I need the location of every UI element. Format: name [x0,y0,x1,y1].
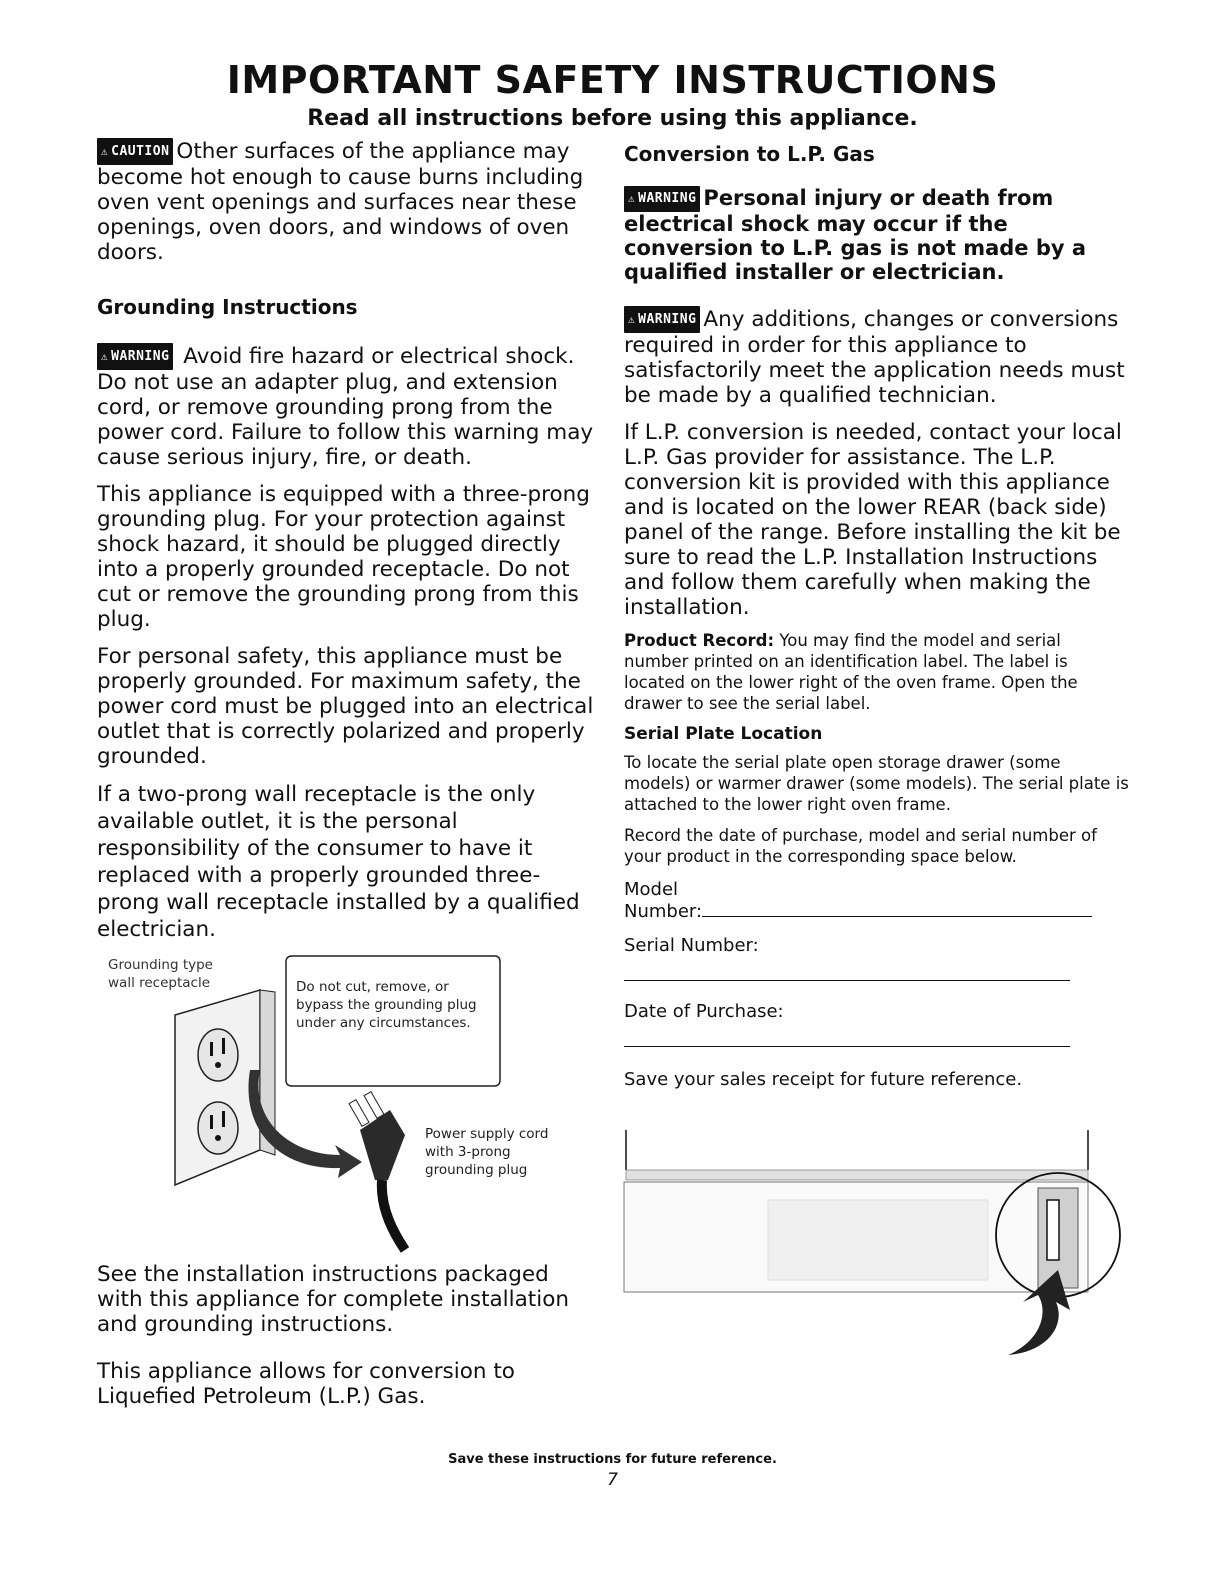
serial-number-label: Serial Number: [624,935,759,956]
product-record [624,630,1129,714]
serial-text: To locate the serial plate open storage drawer (some models) or warmer drawer (some models). The serial plate is attached to the lower right oven frame. [624,753,1129,814]
warning-triangle-icon: ⚠ [101,350,109,363]
installation-paragraph: See the installation instructions packaged with this appliance for complete installation and grounding instructions. [97,1262,569,1337]
grounding-heading: Grounding Instructions [97,295,358,319]
drawer-illustration [618,1130,1128,1360]
right-column [624,138,1129,1090]
warning-badge [624,186,700,212]
upper-outlet [198,1029,238,1081]
warning-1-text: Personal injury or death from electrical shock may occur if the conversion to L.P. gas is not made by a qualified installer or electrician. [624,186,1087,284]
model-label-1: Model [624,879,679,900]
model-label-2: Number: [624,901,703,922]
product-record-text: You may find the model and serial number printed on an identification label. The label is located on the lower right of the oven frame. Open the drawer to see the serial label. [624,631,1078,713]
caution-badge [97,138,173,165]
warning-text: Avoid fire hazard or electrical shock. Do not use an adapter plug, and extension cord, or remove grounding prong from the power cord. Failure to follow this warning may cause serious injury, fire, or death. [97,344,594,470]
footer-note: Save these instructions for future reference. [448,1452,777,1467]
serial-number-line[interactable] [624,980,1070,981]
page-subtitle: Read all instructions before using this appliance. [307,106,918,131]
lp-paragraph: If L.P. conversion is needed, contact your local L.P. Gas provider for assistance. The L.P. conversion kit is provided with this appliance and is located on the lower REAR (back side) panel of the range. Before installing the kit be sure to read the L.P. Installation Instructions and follow them carefully when making the installation. [624,420,1122,620]
conversion-paragraph: This appliance allows for conversion to Liquefied Petroleum (L.P.) Gas. [97,1359,515,1409]
oven-frame [626,1170,1088,1180]
warning-triangle-icon: ⚠ [101,145,109,158]
warning-triangle-icon: ⚠ [628,313,636,326]
receipt-text: Save your sales receipt for future reference. [624,1069,1023,1090]
grounding-figure [100,950,580,1260]
callout-text: Do not cut, remove, or bypass the grounding plug under any circumstances. [296,979,477,1031]
conversion-warning-1 [624,186,1129,284]
product-record-label: Product Record: [624,631,775,650]
warning-badge-label: WARNING [638,191,697,206]
warning-badge-label: WARNING [111,349,170,364]
caution-badge-label: CAUTION [111,144,170,159]
grounding-paragraph-1: This appliance is equipped with a three-prong grounding plug. For your protection against shock hazard, it should be plugged directly into a properly grounded receptacle. Do not cut or remove the grounding prong from this plug. [97,482,590,632]
warning-2-text: Any additions, changes or conversions required in order for this appliance to satisfactorily meet the application needs must be made by a qualified technician. [624,307,1125,408]
warning-badge-label: WARNING [638,312,697,327]
grounding-paragraph-3: If a two-prong wall receptacle is the only available outlet, it is the personal responsibility of the consumer to have it replaced with a properly grounded three-prong wall receptacle installed by a qualified electrician. [97,782,580,942]
date-of-purchase-label: Date of Purchase: [624,1001,784,1022]
left-column [97,138,597,943]
power-cord [382,1180,405,1250]
page-title: IMPORTANT SAFETY INSTRUCTIONS [226,58,999,102]
warning-badge [97,343,173,370]
model-number-line[interactable] [702,916,1092,917]
page-number: 7 [607,1470,618,1490]
caution-paragraph [97,138,597,265]
serial-plate [1047,1200,1059,1260]
warning-badge [624,306,700,333]
serial-heading: Serial Plate Location [624,724,823,744]
grounding-paragraph-2: For personal safety, this appliance must be properly grounded. For maximum safety, the power cord must be plugged into an electrical outlet that is correctly polarized and properly grounded. [97,644,594,769]
receptacle-label: Grounding type wall receptacle [108,957,213,991]
conversion-warning-2 [624,306,1129,408]
date-of-purchase-line[interactable] [624,1046,1070,1047]
lower-outlet [198,1102,238,1154]
caution-text: Other surfaces of the appliance may become hot enough to cause burns including oven vent openings and surfaces near these openings, oven doors, and windows of oven doors. [97,139,584,265]
grounding-warning [97,343,597,470]
wall-plate [175,990,260,1185]
model-number-field [624,879,1129,923]
cord-label: Power supply cord with 3-prong grounding plug [425,1126,549,1178]
left-bottom [97,1262,597,1409]
record-text: Record the date of purchase, model and serial number of your product in the corresponding space below. [624,826,1097,866]
conversion-heading: Conversion to L.P. Gas [624,142,875,166]
warning-triangle-icon: ⚠ [628,192,636,205]
model-label-row [624,901,1129,923]
